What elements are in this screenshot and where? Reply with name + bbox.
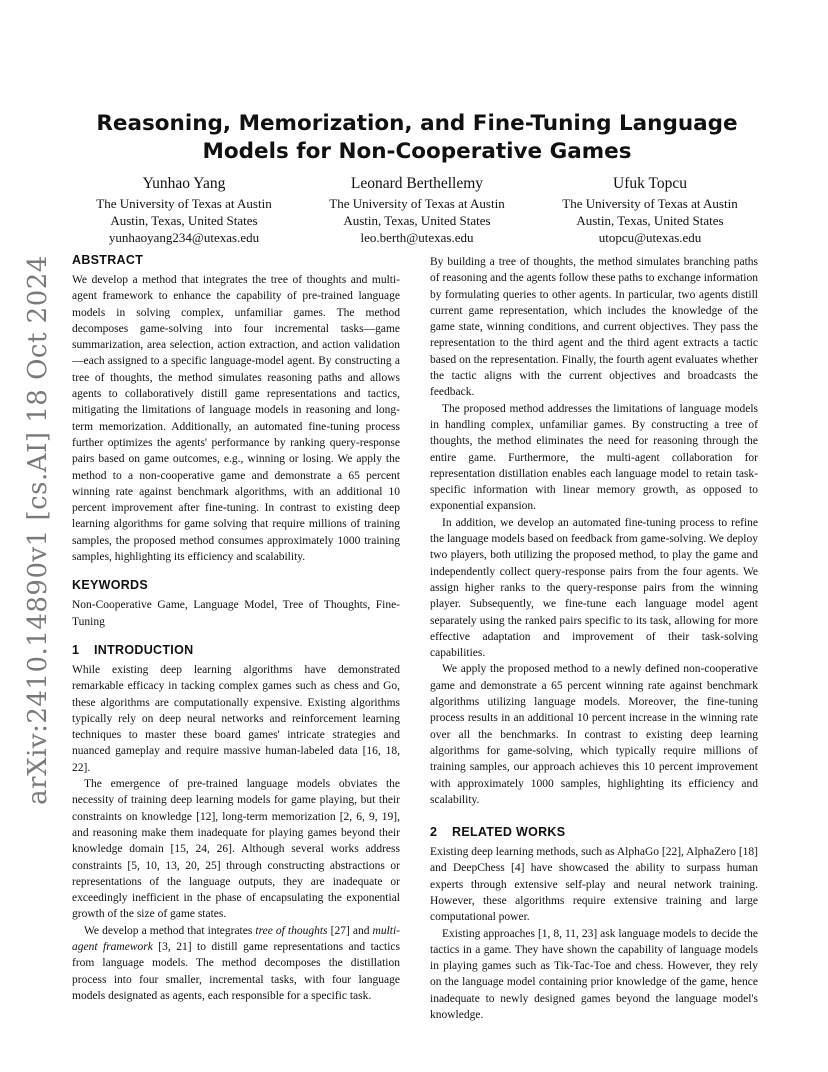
intro-paragraph-5: The proposed method addresses the limitations of language models in handling complex, unfamiliar games. By constructing a tree of thoughts, the method eliminates the need for reasoning through the entire game. Furthermore, the multi-agent collaboration for representation distillation enables each language model to retain task-specific information with linear memory growth, as opposed to exponential expansion. — [430, 402, 758, 513]
section-title: INTRODUCTION — [94, 642, 194, 657]
author-block — [72, 174, 762, 246]
left-column — [72, 252, 400, 1004]
intro-paragraph-7: We apply the proposed method to a newly defined non-cooperative game and demonstrate a 65 percent winning rate against benchmark algorithms utilizing language models. Moreover, the fine-tuning process results in an additional 10 percent increase in the winning rate over all the benchmarks. In contrast to existing deep learning algorithms for game-solving, which typically require millions of training samples, our approach achieves this 10 percent improvement with approximately 1000 samples, highlighting its efficiency and scalability. — [430, 663, 758, 806]
abstract-heading: ABSTRACT — [72, 253, 144, 267]
intro-paragraph-6: In addition, we develop an automated fine-tuning process to refine the language models based on feedback from game-solving. We deploy two players, both utilizing the proposed method, to play the game and independently collect query-response pairs from the four agents. We assign higher ranks to the query-response pairs from the winning player. Subsequently, we fine-tune each language model agent separately using the ranked pairs specific to its task, allowing for more effective adaptation and improvement of their task-solving capabilities. — [430, 516, 758, 660]
introduction-heading — [72, 642, 400, 658]
section-title: RELATED WORKS — [452, 825, 566, 840]
author-email: leo.berth@utexas.edu — [360, 229, 474, 245]
author-affiliation: The University of Texas at Austin — [96, 196, 272, 211]
keywords-text: Non-Cooperative Game, Language Model, Tree of Thoughts, Fine-Tuning — [72, 599, 400, 628]
intro-paragraph-4: By building a tree of thoughts, the method simulates branching paths of reasoning and the agents follow these paths to exchange information by formulating queries to other agents. In particular, two agents distill current game representation, which includes the knowledge of the game state, winning conditions, and current objectives. They pass the representation to the third agent and the third agent extracts a tactic based on the representation. Finally, the fourth agent evaluates whether the tactic aligns with the current objectives and broadcasts the feedback. — [430, 256, 758, 399]
keywords-heading: KEYWORDS — [72, 578, 149, 593]
author-affiliation: The University of Texas at Austin — [562, 196, 738, 211]
author-location: Austin, Texas, United States — [343, 212, 491, 228]
author-email: utopcu@utexas.edu — [598, 229, 702, 245]
related-paragraph-2: Existing approaches [1, 8, 11, 23] ask language models to decide the tactics in a game. They have shown the capability of language models in playing games such as Tik-Tac-Toe and chess. However, they rely on the language model containing prior knowledge of the game, hence inadequate to newly designed games beyond the language model's knowledge. — [430, 927, 758, 1022]
related-paragraph-1: Existing deep learning methods, such as AlphaGo [22], AlphaZero [18] and DeepChess [4] have showcased the ability to surpass human experts through extensive self-play and neural network training. However, these algorithms require extensive training and large computational power. — [430, 846, 758, 924]
author-2 — [305, 174, 529, 246]
section-number: 1 — [72, 642, 80, 657]
related-works-heading — [430, 824, 758, 840]
author-name: Yunhao Yang — [142, 175, 226, 192]
author-email: yunhaoyang234@utexas.edu — [108, 229, 260, 245]
arxiv-identifier-stamp — [18, 255, 58, 805]
author-affiliation: The University of Texas at Austin — [329, 196, 505, 211]
author-location: Austin, Texas, United States — [576, 212, 724, 228]
intro-paragraph-3: We develop a method that integrates tree of thoughts [27] and multi-agent framework [3, 21] to distill game representations and tactics from language models. The method decomposes the distillation process into four smaller, incremental tasks, with four language models designated as agents, each responsible for a specific task. — [72, 924, 400, 1002]
intro-paragraph-2: The emergence of pre-trained language models obviates the necessity of training deep learning models for game playing, but their constraints on knowledge [12], long-term memorization [2, 6, 9, 19], and reasoning make them inadequate for playing games beyond their knowledge domain [15, 24, 26]. Although several works address constraints [5, 10, 13, 20, 25] through constructing abstractions or representations of the language outputs, they are inadequate or exceedingly inefficient in the phase of encapsulating the exponential growth of the size of game states. — [72, 778, 400, 921]
author-1 — [72, 174, 296, 246]
author-name: Ufuk Topcu — [613, 175, 687, 192]
author-location: Austin, Texas, United States — [110, 212, 258, 228]
paper-title: Reasoning, Memorization, and Fine-Tuning Language Models for Non-Cooperative Games — [96, 111, 738, 164]
emphasis-multi-agent-framework: multi-agent framework — [72, 924, 400, 953]
abstract-text: We develop a method that integrates the tree of thoughts and multi-agent framework to enhance the capability of pre-trained language models in solving complex, unfamiliar games. The method decomposes game-solving into four incremental tasks—game summarization, area selection, action extraction, and action validation—each assigned to a specific language-model agent. By constructing a tree of thoughts, the method simulates reasoning paths and allows agents to collaboratively distill game representations and tactics, mitigating the limitations of language models in reasoning and long-term memorization. Additionally, an automated fine-tuning process further optimizes the agents' performance by ranking query-response pairs based on game outcomes, e.g., winning or losing. We apply the method to a non-cooperative game and demonstrate a 65 percent winning rate against benchmark algorithms, with an additional 10 percent improvement after fine-tuning. In contrast to existing deep learning algorithms for game solving that require millions of training samples, the proposed method consumes approximately 1000 training samples, highlighting its efficiency and scalability. — [72, 274, 400, 564]
author-name: Leonard Berthellemy — [350, 175, 484, 192]
arxiv-stamp-text: arXiv:2410.14890v1 [cs.AI] 18 Oct 2024 — [23, 255, 53, 805]
right-column — [430, 254, 758, 1023]
section-number: 2 — [430, 825, 438, 840]
author-3 — [538, 174, 762, 246]
emphasis-tree-of-thoughts: tree of thoughts — [255, 924, 328, 937]
intro-paragraph-1: While existing deep learning algorithms have demonstrated remarkable efficacy in tacking complex games such as chess and Go, these algorithms are computationally expensive. Existing algorithms typically rely on deep neural networks and reinforcement learning techniques to master these board games' intricate strategies and nuanced gameplay and require massive human-labeled data [16, 18, 22]. — [72, 663, 400, 774]
